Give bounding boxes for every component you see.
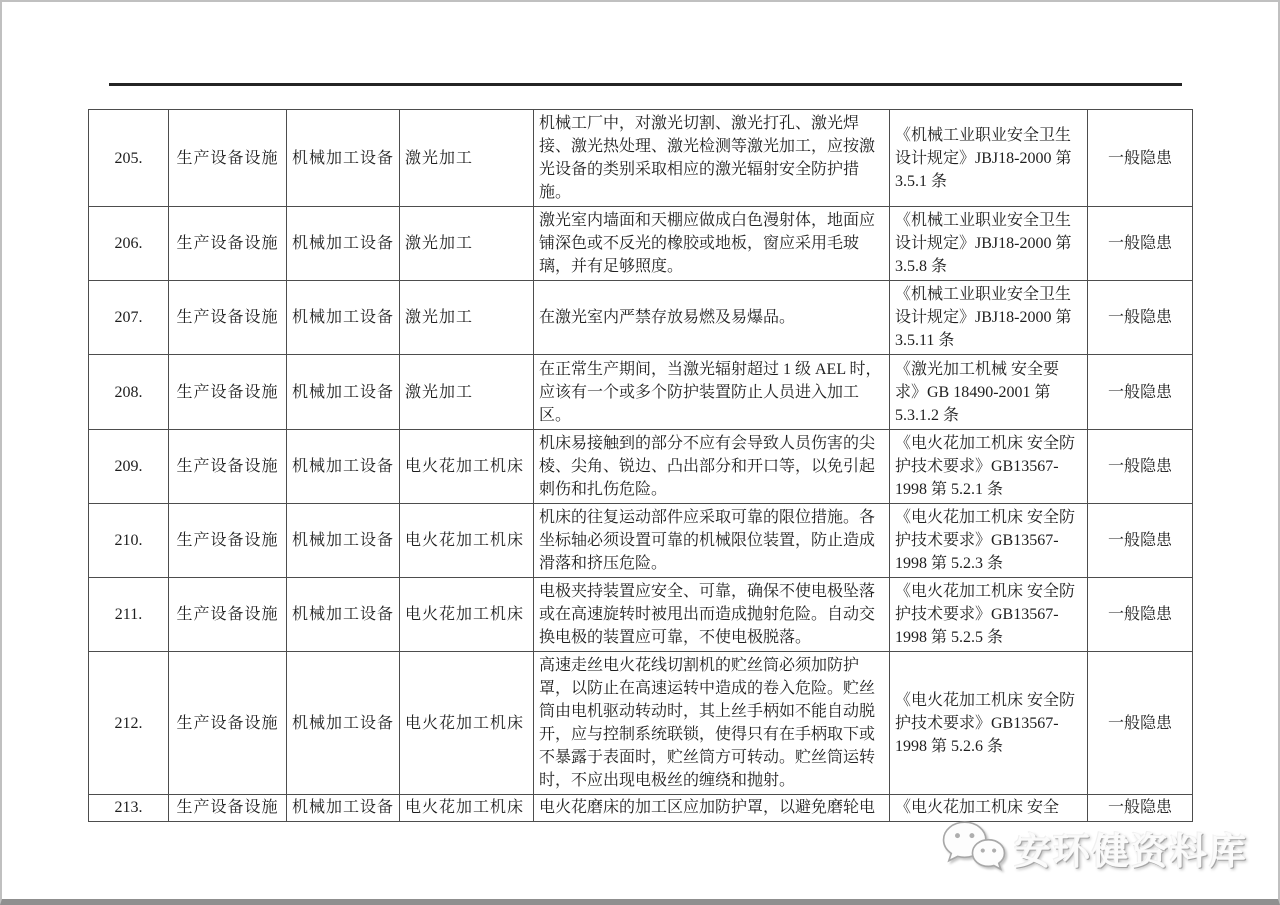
cell-hazard-level: 一般隐患 — [1088, 110, 1193, 207]
table-body — [89, 110, 1193, 822]
cell-hazard-description: 高速走丝电火花线切割机的贮丝筒必须加防护罩，以防止在高速运转中造成的卷入危险。贮丝筒由电机驱动转动时，其上丝手柄如不能自动脱开，应与控制系统联锁，使得只有在手柄取下或不暴露于表面时，贮丝筒方可转动。贮丝筒运转时，不应出现电极丝的缠绕和抛射。 — [534, 652, 890, 795]
cell-equipment-type: 机械加工设备 — [287, 578, 400, 652]
cell-standard-reference: 《电火花加工机床 安全防护技术要求》GB13567-1998 第 5.2.6 条 — [890, 652, 1088, 795]
cell-process-category: 电火花加工机床 — [400, 430, 534, 504]
table-row — [89, 652, 1193, 795]
cell-process-category: 激光加工 — [400, 207, 534, 281]
cell-hazard-level: 一般隐患 — [1088, 207, 1193, 281]
cell-standard-reference: 《电火花加工机床 安全防护技术要求》GB13567-1998 第 5.2.3 条 — [890, 504, 1088, 578]
cell-standard-reference: 《电火花加工机床 安全防护技术要求》GB13567-1998 第 5.2.1 条 — [890, 430, 1088, 504]
cell-hazard-level: 一般隐患 — [1088, 355, 1193, 430]
watermark-text: 安环健资料库 — [1014, 831, 1248, 872]
cell-hazard-description: 机械工厂中，对激光切割、激光打孔、激光焊接、激光热处理、激光检测等激光加工，应按激光设备的类别采取相应的激光辐射安全防护措施。 — [534, 110, 890, 207]
cell-facility-type: 生产设备设施 — [169, 281, 287, 355]
cell-process-category: 电火花加工机床 — [400, 578, 534, 652]
hazard-checklist-table — [88, 109, 1193, 822]
cell-equipment-type: 机械加工设备 — [287, 281, 400, 355]
cell-hazard-level: 一般隐患 — [1088, 652, 1193, 795]
cell-hazard-description: 在正常生产期间，当激光辐射超过 1 级 AEL 时，应该有一个或多个防护装置防止人员进入加工区。 — [534, 355, 890, 430]
cell-row-number: 212. — [89, 652, 169, 795]
table-row — [89, 355, 1193, 430]
cell-facility-type: 生产设备设施 — [169, 355, 287, 430]
table-row — [89, 795, 1193, 822]
cell-standard-reference: 《激光加工机械 安全要求》GB 18490-2001 第 5.3.1.2 条 — [890, 355, 1088, 430]
table-row — [89, 207, 1193, 281]
cell-process-category: 电火花加工机床 — [400, 652, 534, 795]
table-row — [89, 430, 1193, 504]
cell-equipment-type: 机械加工设备 — [287, 207, 400, 281]
cell-process-category: 电火花加工机床 — [400, 504, 534, 578]
cell-equipment-type: 机械加工设备 — [287, 652, 400, 795]
cell-row-number: 210. — [89, 504, 169, 578]
cell-hazard-description: 机床易接触到的部分不应有会导致人员伤害的尖棱、尖角、锐边、凸出部分和开口等，以免引起刺伤和扎伤危险。 — [534, 430, 890, 504]
cell-row-number: 213. — [89, 795, 169, 822]
cell-process-category: 电火花加工机床 — [400, 795, 534, 822]
cell-standard-reference: 《机械工业职业安全卫生设计规定》JBJ18-2000 第 3.5.11 条 — [890, 281, 1088, 355]
cell-hazard-description: 机床的往复运动部件应采取可靠的限位措施。各坐标轴必须设置可靠的机械限位装置，防止造成滑落和挤压危险。 — [534, 504, 890, 578]
table-row — [89, 110, 1193, 207]
cell-row-number: 211. — [89, 578, 169, 652]
cell-facility-type: 生产设备设施 — [169, 430, 287, 504]
cell-standard-reference: 《机械工业职业安全卫生设计规定》JBJ18-2000 第 3.5.8 条 — [890, 207, 1088, 281]
cell-equipment-type: 机械加工设备 — [287, 504, 400, 578]
watermark — [942, 820, 1248, 876]
cell-row-number: 206. — [89, 207, 169, 281]
table-row — [89, 504, 1193, 578]
cell-hazard-description: 电火花磨床的加工区应加防护罩，以避免磨轮电 — [534, 795, 890, 822]
cell-facility-type: 生产设备设施 — [169, 578, 287, 652]
cell-row-number: 209. — [89, 430, 169, 504]
cell-hazard-description: 电极夹持装置应安全、可靠，确保不使电极坠落或在高速旋转时被甩出而造成抛射危险。自动交换电极的装置应可靠，不使电极脱落。 — [534, 578, 890, 652]
cell-equipment-type: 机械加工设备 — [287, 430, 400, 504]
cell-equipment-type: 机械加工设备 — [287, 355, 400, 430]
cell-row-number: 208. — [89, 355, 169, 430]
cell-process-category: 激光加工 — [400, 110, 534, 207]
cell-facility-type: 生产设备设施 — [169, 504, 287, 578]
cell-hazard-level: 一般隐患 — [1088, 578, 1193, 652]
cell-facility-type: 生产设备设施 — [169, 207, 287, 281]
cell-process-category: 激光加工 — [400, 281, 534, 355]
wechat-icon — [942, 820, 1006, 876]
table-row — [89, 281, 1193, 355]
cell-facility-type: 生产设备设施 — [169, 652, 287, 795]
cell-hazard-level: 一般隐患 — [1088, 504, 1193, 578]
cell-hazard-level: 一般隐患 — [1088, 281, 1193, 355]
cell-row-number: 207. — [89, 281, 169, 355]
cell-hazard-level: 一般隐患 — [1088, 795, 1193, 822]
cell-standard-reference: 《电火花加工机床 安全防护技术要求》GB13567-1998 第 5.2.5 条 — [890, 578, 1088, 652]
cell-standard-reference: 《电火花加工机床 安全 — [890, 795, 1088, 822]
header-rule — [109, 83, 1182, 86]
cell-process-category: 激光加工 — [400, 355, 534, 430]
cell-facility-type: 生产设备设施 — [169, 110, 287, 207]
cell-standard-reference: 《机械工业职业安全卫生设计规定》JBJ18-2000 第 3.5.1 条 — [890, 110, 1088, 207]
cell-equipment-type: 机械加工设备 — [287, 110, 400, 207]
cell-facility-type: 生产设备设施 — [169, 795, 287, 822]
table-row — [89, 578, 1193, 652]
cell-hazard-level: 一般隐患 — [1088, 430, 1193, 504]
cell-equipment-type: 机械加工设备 — [287, 795, 400, 822]
cell-row-number: 205. — [89, 110, 169, 207]
cell-hazard-description: 激光室内墙面和天棚应做成白色漫射体，地面应铺深色或不反光的橡胶或地板，窗应采用毛玻璃，并有足够照度。 — [534, 207, 890, 281]
cell-hazard-description: 在激光室内严禁存放易燃及易爆品。 — [534, 281, 890, 355]
